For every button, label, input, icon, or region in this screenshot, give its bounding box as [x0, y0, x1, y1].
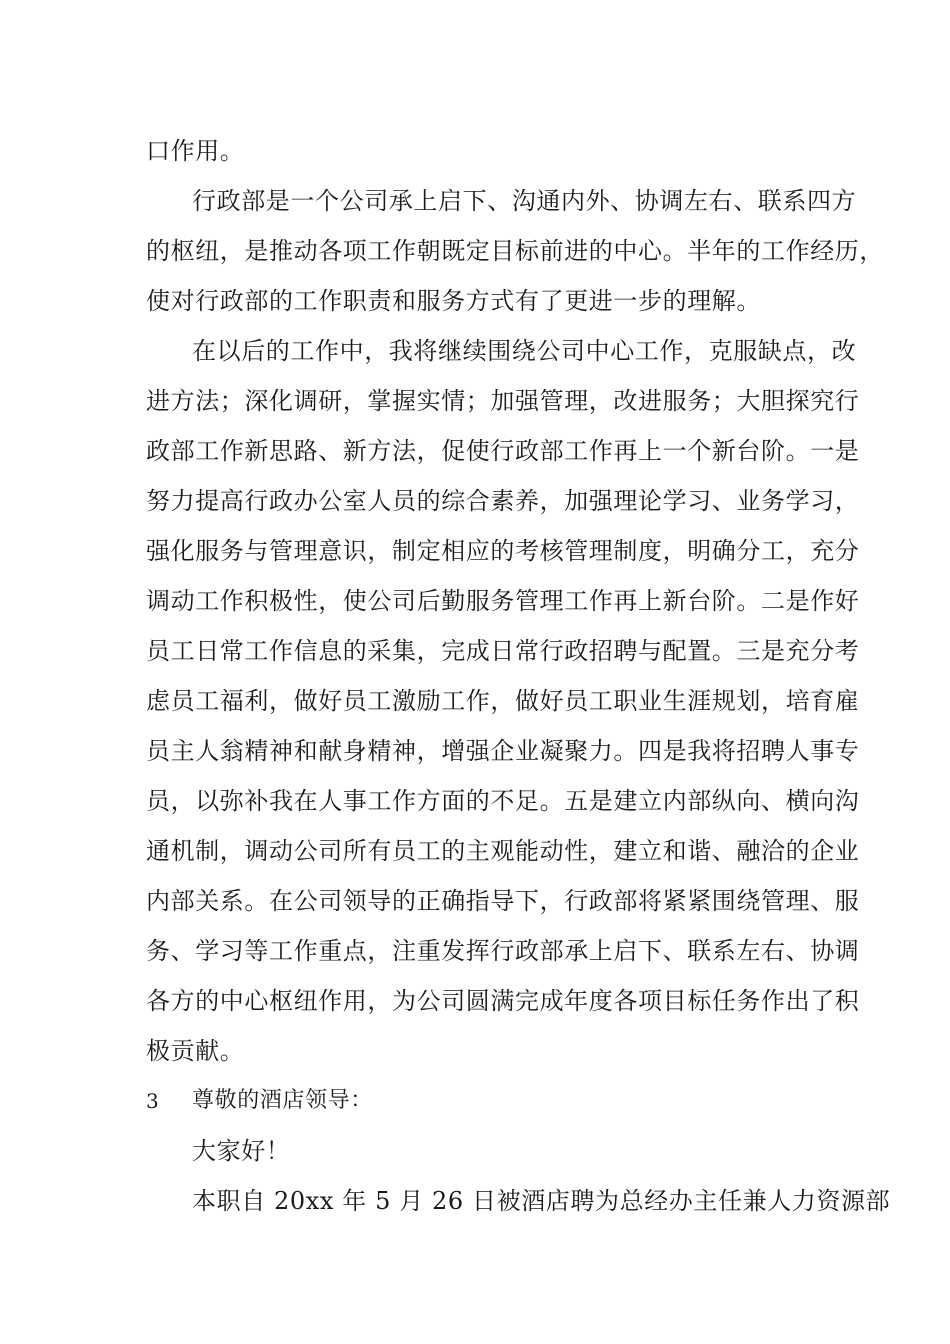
- body-line: 虑员工福利，做好员工激励工作，做好员工职业生涯规划，培育雇: [146, 687, 860, 715]
- body-line: 员工日常工作信息的采集，完成日常行政招聘与配置。三是充分考: [146, 637, 860, 665]
- greeting: 大家好！: [192, 1137, 291, 1165]
- body-line: 政部工作新思路、新方法，促使行政部工作再上一个新台阶。一是: [146, 437, 860, 465]
- body-line: 员主人翁精神和献身精神，增强企业凝聚力。四是我将招聘人事专: [146, 737, 860, 765]
- body-line: 员，以弥补我在人事工作方面的不足。五是建立内部纵向、横向沟: [146, 787, 860, 815]
- body-line: 各方的中心枢纽作用，为公司圆满完成年度各项目标任务作出了积: [146, 987, 860, 1015]
- body-line: 内部关系。在公司领导的正确指导下，行政部将紧紧围绕管理、服: [146, 887, 860, 915]
- body-line: 的枢纽，是推动各项工作朝既定目标前进的中心。半年的工作经历，: [146, 237, 884, 265]
- body-line: 在以后的工作中，我将继续围绕公司中心工作，克服缺点，改: [192, 337, 857, 365]
- body-line: 通机制，调动公司所有员工的主观能动性，建立和谐、融洽的企业: [146, 837, 860, 865]
- section-number: 3: [146, 1089, 159, 1113]
- body-line: 强化服务与管理意识，制定相应的考核管理制度，明确分工，充分: [146, 537, 860, 565]
- body-line: 努力提高行政办公室人员的综合素养，加强理论学习、业务学习，: [146, 487, 860, 515]
- body-line: 口作用。: [146, 137, 245, 165]
- body-line: 进方法；深化调研，掌握实情；加强管理，改进服务；大胆探究行: [146, 387, 860, 415]
- body-line: 本职自 20xx 年 5 月 26 日被酒店聘为总经办主任兼人力资源部: [192, 1187, 891, 1215]
- body-line: 行政部是一个公司承上启下、沟通内外、协调左右、联系四方: [192, 187, 857, 215]
- body-line: 调动工作积极性，使公司后勤服务管理工作再上新台阶。二是作好: [146, 587, 860, 615]
- body-line: 极贡献。: [146, 1037, 245, 1065]
- salutation: 尊敬的酒店领导：: [192, 1088, 373, 1113]
- body-line: 使对行政部的工作职责和服务方式有了更进一步的理解。: [146, 287, 761, 315]
- body-line: 务、学习等工作重点，注重发挥行政部承上启下、联系左右、协调: [146, 937, 860, 965]
